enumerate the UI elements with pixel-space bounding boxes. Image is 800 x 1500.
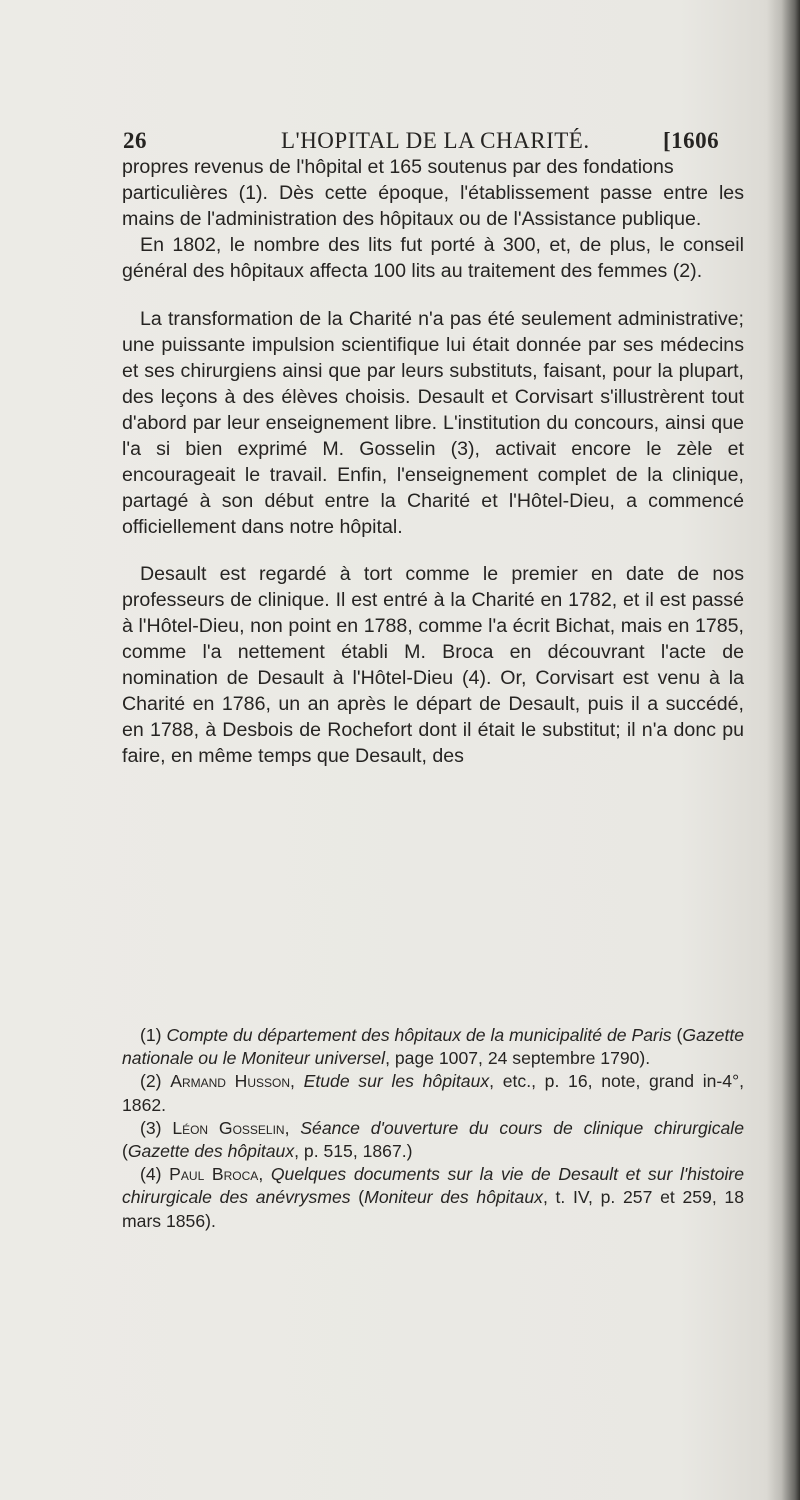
footnote-detail: , t. IV, p. 257 et 259, 18 mars 1856). [122, 1187, 744, 1231]
footnote-author: Léon Gosselin [172, 1117, 285, 1138]
footnote-1 [122, 1024, 744, 1070]
footnote-source: Gazette des hôpitaux [127, 1141, 295, 1162]
footnote-punct: , [290, 1071, 304, 1092]
footnote-punct: ( [122, 1141, 128, 1162]
footnote-detail: , etc., p. 16, note, grand in-4°, 1862. [122, 1071, 744, 1115]
footnote-title: Etude sur les hôpitaux [303, 1071, 490, 1092]
paragraph-desault: Desault est regardé à tort comme le premier en date de nos professeurs de clinique. Il est entré à la Charité en 1782, et il est passé à l'Hôtel-Dieu, non point en 1788, comme l'a écrit Bichat, mais en 1785, comme l'a nettement établi M. Broca en découvrant l'acte de nomination de Desault à l'Hôtel-Dieu (4). Or, Corvisart est venu à la Charité en 1786, un an après le départ de Desault, puis il a succédé, en 1788, à Desbois de Rochefort dont il était le substitut; il n'a donc pu faire, en même temps que Desault, des [122, 563, 744, 767]
year-reference: [1606 [663, 128, 720, 153]
footnote-punct: ( [350, 1187, 365, 1208]
paragraph-continued-line: propres revenus de l'hôpital et 165 soutenus par des fondations [122, 156, 674, 178]
footnote-number: (3) [140, 1117, 162, 1138]
footnote-detail: , page 1007, 24 septembre 1790). [385, 1048, 651, 1069]
footnote-title: Séance d'ouverture du cours de clinique chirurgicale [300, 1117, 744, 1138]
footnote-number: (2) [140, 1071, 162, 1092]
footnote-source: Moniteur des hôpitaux [364, 1187, 543, 1208]
page-edge-shadow [766, 0, 800, 1500]
footnote-author: Paul Broca [169, 1164, 259, 1185]
running-title: L'HOPITAL DE LA CHARITÉ. [281, 128, 590, 153]
paragraph-spacer [122, 284, 744, 306]
footnote-author: Armand Husson [170, 1071, 291, 1092]
footnotes [122, 1024, 744, 1233]
footnote-punct: , [284, 1117, 301, 1138]
paragraph-spacer [122, 540, 744, 561]
paragraph-transformation: La transformation de la Charité n'a pas été seulement administrative; une puissante impulsion scientifique lui était donnée par ses médecins et ses chirurgiens ainsi que par leurs substituts, faisant, pour la plupart, des leçons à des élèves choisis. Desault et Corvisart s'illustrèrent tout d'abord par leur enseignement libre. L'institution du concours, ainsi que l'a si bien exprimé M. Gosselin (3), activait encore le zèle et encourageait le travail. Enfin, l'enseignement complet de la clinique, partagé à son début entre la Charité et l'Hôtel-Dieu, a commencé officiellement dans notre hôpital. [122, 308, 744, 538]
footnote-number: (1) [140, 1025, 162, 1045]
footnote-number: (4) [140, 1164, 162, 1185]
footnote-source: Gazette nationale ou le Moniteur universel [122, 1025, 745, 1069]
footnote-punct: , [258, 1164, 271, 1185]
main-text [122, 154, 744, 769]
footnote-punct: ( [671, 1025, 683, 1045]
page-number: 26 [123, 128, 147, 153]
footnote-title: Compte du département des hôpitaux de la municipalité de Paris [166, 1025, 672, 1045]
footnote-4 [122, 1163, 744, 1233]
footnote-2 [122, 1070, 744, 1116]
paragraph-continued-rest: particulières (1). Dès cette époque, l'établissement passe entre les mains de l'administration des hôpitaux ou de l'Assistance publique. [122, 182, 744, 230]
paragraph-1802: En 1802, le nombre des lits fut porté à 300, et, de plus, le conseil général des hôpitaux affecta 100 lits au traitement des femmes (2). [122, 234, 744, 282]
page-header [123, 128, 743, 156]
footnote-detail: , p. 515, 1867.) [294, 1141, 413, 1162]
footnote-title: Quelques documents sur la vie de Desault et sur l'histoire chirurgicale des anévrysmes [122, 1164, 745, 1208]
footnote-3 [122, 1117, 744, 1163]
